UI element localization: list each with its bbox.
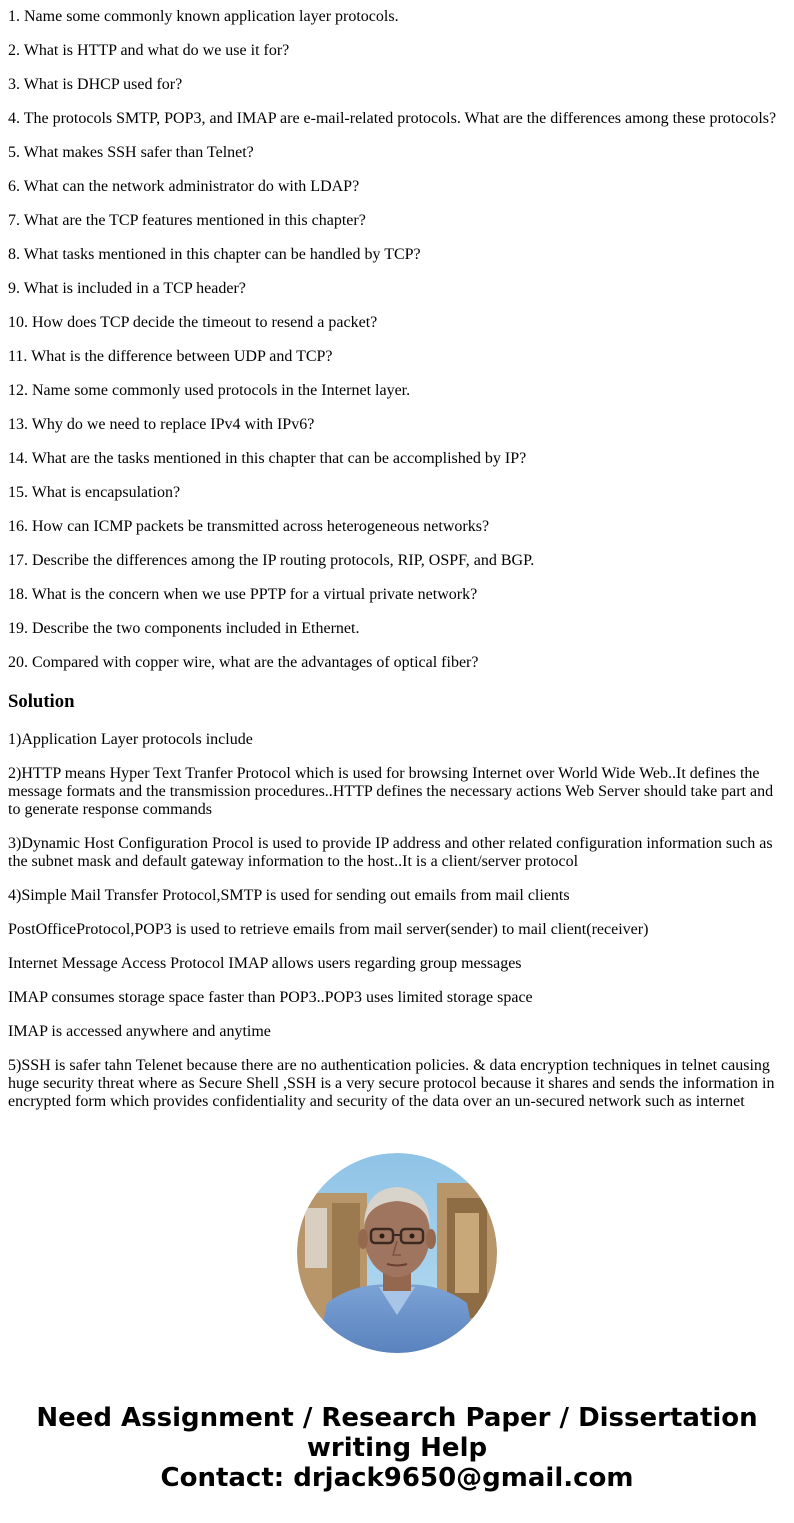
- question-item: 15. What is encapsulation?: [8, 484, 181, 501]
- solution-body: [8, 731, 786, 1111]
- question-item: 3. What is DHCP used for?: [8, 76, 183, 93]
- contact-banner: [0, 1403, 794, 1493]
- question-item: 20. Compared with copper wire, what are the advantages of optical fiber?: [8, 654, 479, 671]
- question-list: [8, 0, 786, 672]
- question-item: 1. Name some commonly known application layer protocols.: [8, 8, 399, 25]
- solution-paragraph: IMAP is accessed anywhere and anytime: [8, 1023, 271, 1040]
- question-item: 9. What is included in a TCP header?: [8, 280, 246, 297]
- question-item: 16. How can ICMP packets be transmitted across heterogeneous networks?: [8, 518, 490, 535]
- question-item: 14. What are the tasks mentioned in this chapter that can be accomplished by IP?: [8, 450, 527, 467]
- question-item: 2. What is HTTP and what do we use it for?: [8, 42, 290, 59]
- solution-paragraph: 1)Application Layer protocols include: [8, 731, 253, 748]
- question-item: 13. Why do we need to replace IPv4 with IPv6?: [8, 416, 315, 433]
- solution-paragraph: 4)Simple Mail Transfer Protocol,SMTP is used for sending out emails from mail clients: [8, 887, 570, 904]
- solution-paragraph: 5)SSH is safer tahn Telenet because there are no authentication policies. & data encryption techniques in telnet causing huge security threat where as Secure Shell ,SSH is a very secure protocol because it shares and sends the information in encrypted form which provides confidentiality and security of the data over an un-secured network such as internet: [8, 1057, 775, 1110]
- question-item: 4. The protocols SMTP, POP3, and IMAP are e-mail-related protocols. What are the differences among these protocols?: [8, 110, 777, 127]
- question-item: 19. Describe the two components included in Ethernet.: [8, 620, 360, 637]
- question-item: 10. How does TCP decide the timeout to resend a packet?: [8, 314, 378, 331]
- person-photo-icon: [297, 1153, 497, 1353]
- solution-paragraph: Internet Message Access Protocol IMAP allows users regarding group messages: [8, 955, 522, 972]
- footer-headline: Need Assignment / Research Paper / Dissertation writing Help: [36, 1403, 758, 1463]
- footer-contact: Contact: drjack9650@gmail.com: [160, 1463, 634, 1493]
- question-item: 12. Name some commonly used protocols in the Internet layer.: [8, 382, 411, 399]
- solution-paragraph: PostOfficeProtocol,POP3 is used to retrieve emails from mail server(sender) to mail client(receiver): [8, 921, 649, 938]
- solution-paragraph: 3)Dynamic Host Configuration Procol is used to provide IP address and other related configuration information such as the subnet mask and default gateway information to the host..It is a client/server protocol: [8, 835, 773, 870]
- question-item: 6. What can the network administrator do with LDAP?: [8, 178, 360, 195]
- question-item: 18. What is the concern when we use PPTP for a virtual private network?: [8, 586, 478, 603]
- question-item: 17. Describe the differences among the IP routing protocols, RIP, OSPF, and BGP.: [8, 552, 535, 569]
- solution-heading: Solution: [8, 691, 75, 712]
- question-item: 11. What is the difference between UDP and TCP?: [8, 348, 333, 365]
- question-item: 8. What tasks mentioned in this chapter can be handled by TCP?: [8, 246, 421, 263]
- solution-paragraph: 2)HTTP means Hyper Text Tranfer Protocol which is used for browsing Internet over World Wide Web..It defines the message formats and the transmission procedures..HTTP defines the necessary actions Web Server should take part and to generate response commands: [8, 765, 774, 818]
- solution-paragraph: IMAP consumes storage space faster than POP3..POP3 uses limited storage space: [8, 989, 533, 1006]
- author-avatar: [297, 1153, 497, 1353]
- question-item: 5. What makes SSH safer than Telnet?: [8, 144, 254, 161]
- question-item: 7. What are the TCP features mentioned in this chapter?: [8, 212, 366, 229]
